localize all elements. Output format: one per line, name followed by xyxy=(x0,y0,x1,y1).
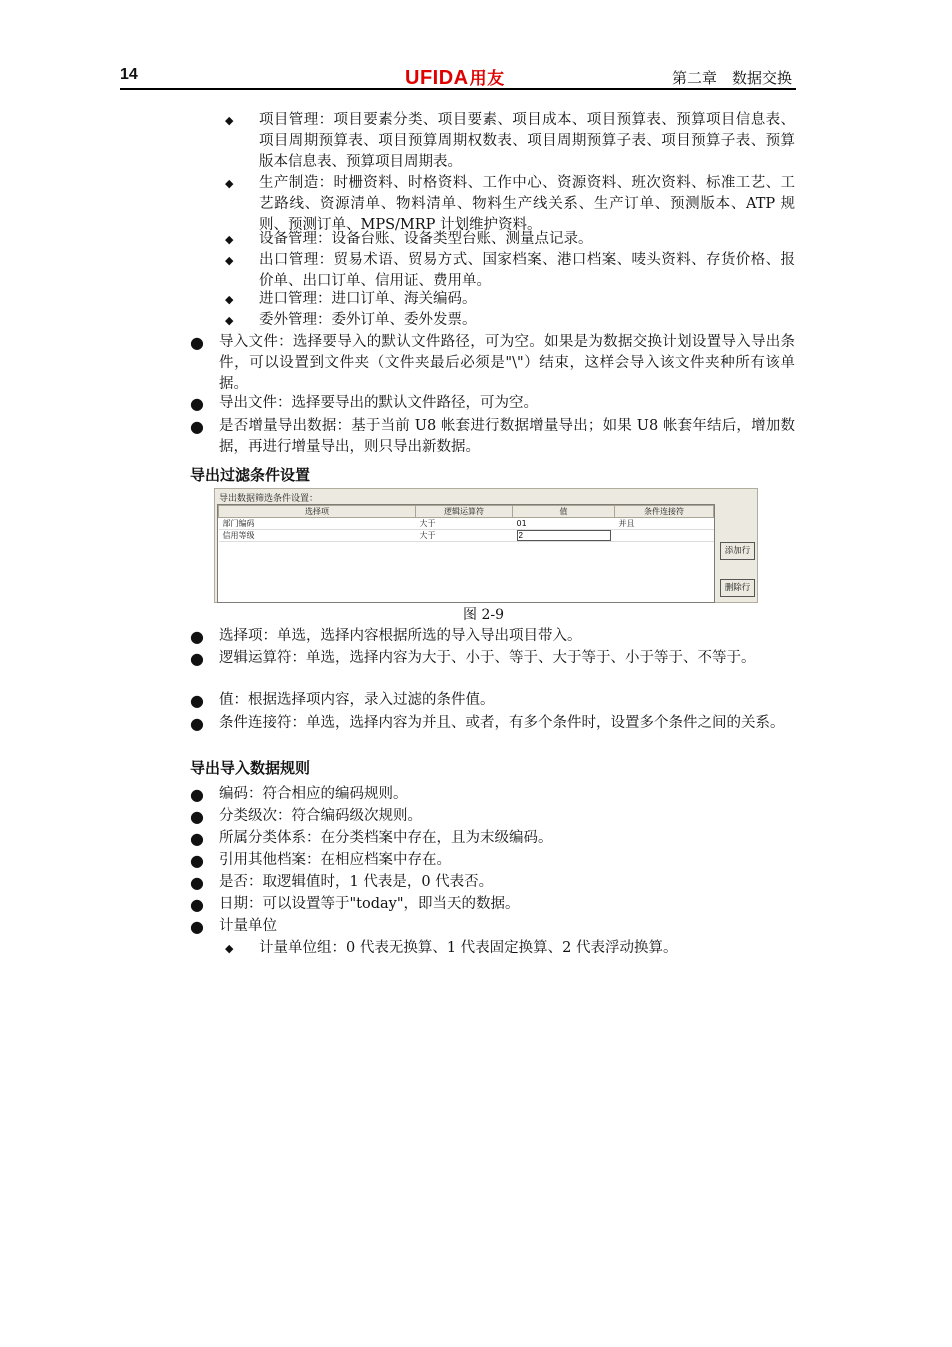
round-bullet-icon: ● xyxy=(190,807,204,826)
cell-operator[interactable]: 大于 xyxy=(416,530,513,542)
cell-select-item[interactable]: 部门编码 xyxy=(219,518,416,530)
page-number: 14 xyxy=(120,66,138,83)
table-row[interactable] xyxy=(219,518,714,530)
filter-grid xyxy=(217,504,715,603)
cell-operator[interactable]: 大于 xyxy=(416,518,513,530)
diamond-bullet-icon: ◆ xyxy=(225,177,234,190)
section-heading-filter: 导出过滤条件设置 xyxy=(190,466,311,484)
cell-value[interactable]: 01 xyxy=(513,518,615,530)
page-header xyxy=(120,64,796,90)
chapter-title: 第二章 数据交换 xyxy=(671,69,792,87)
delete-row-button[interactable]: 删除行 xyxy=(720,579,755,597)
dialog-title: 导出数据筛选条件设置： xyxy=(219,494,319,504)
diamond-bullet-icon: ◆ xyxy=(225,233,234,246)
round-bullet-icon: ● xyxy=(190,417,204,436)
cell-connector[interactable]: 并且 xyxy=(615,518,714,530)
add-row-button[interactable]: 添加行 xyxy=(720,542,755,560)
table-row[interactable] xyxy=(219,530,714,542)
diamond-bullet-icon: ◆ xyxy=(225,293,234,306)
round-bullet-icon: ● xyxy=(190,785,204,804)
round-bullet-icon: ● xyxy=(190,714,204,733)
round-bullet-icon: ● xyxy=(190,829,204,848)
diamond-bullet-icon: ◆ xyxy=(225,114,234,127)
cell-value[interactable] xyxy=(513,530,615,542)
section-heading-rules: 导出导入数据规则 xyxy=(190,759,311,777)
round-bullet-icon: ● xyxy=(190,649,204,668)
diamond-bullet-icon: ◆ xyxy=(225,314,234,327)
round-bullet-icon: ● xyxy=(190,851,204,870)
column-header-select-item[interactable]: 选择项 xyxy=(219,506,416,518)
value-input[interactable] xyxy=(517,530,611,541)
round-bullet-icon: ● xyxy=(190,333,204,352)
column-header-operator[interactable]: 逻辑运算符 xyxy=(416,506,513,518)
cell-select-item[interactable]: 信用等级 xyxy=(219,530,416,542)
filter-dialog xyxy=(214,488,758,603)
column-header-connector[interactable]: 条件连接符 xyxy=(615,506,714,518)
diamond-bullet-icon: ◆ xyxy=(225,254,234,267)
round-bullet-icon: ● xyxy=(190,394,204,413)
ufida-logo xyxy=(405,64,505,90)
figure-caption: 图 2-9 xyxy=(463,607,504,623)
round-bullet-icon: ● xyxy=(190,873,204,892)
logo-text-en: UFIDA xyxy=(405,67,469,89)
round-bullet-icon: ● xyxy=(190,917,204,936)
round-bullet-icon: ● xyxy=(190,691,204,710)
diamond-bullet-icon: ◆ xyxy=(225,942,234,955)
column-header-value[interactable]: 值 xyxy=(513,506,615,518)
round-bullet-icon: ● xyxy=(190,627,204,646)
round-bullet-icon: ● xyxy=(190,895,204,914)
cell-connector[interactable] xyxy=(615,530,714,542)
logo-text-cn: 用友 xyxy=(469,69,505,88)
